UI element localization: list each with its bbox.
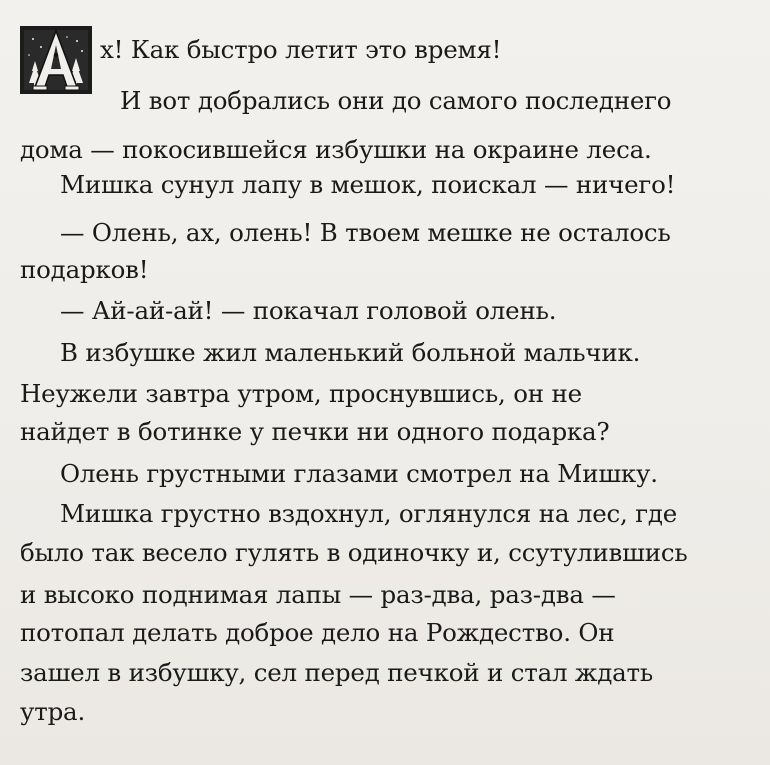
text-line: найдет в ботинке у печки ни одного подарка? [20, 417, 610, 446]
text-line: подарков! [20, 255, 149, 284]
text-line: дома — покосившейся избушки на окраине леса. [20, 135, 652, 164]
text-line: И вот добрались они до самого последнего [120, 86, 672, 115]
text-line: — Ай-ай-ай! — покачал головой олень. [60, 296, 557, 325]
text-line: было так весело гулять в одиночку и, ссутулившись [20, 538, 688, 567]
text-line: Мишка грустно вздохнул, оглянулся на лес, где [60, 499, 678, 528]
text-line: — Олень, ах, олень! В твоем мешке не осталось [60, 218, 671, 247]
text-line: и высоко поднимая лапы — раз-два, раз-два — [20, 580, 616, 609]
text-line: утра. [20, 697, 86, 726]
ornamental-drop-cap-icon [19, 25, 93, 95]
text-line: зашел в избушку, сел перед печкой и стал ждать [20, 658, 654, 687]
text-line: Неужели завтра утром, проснувшись, он не [20, 379, 582, 408]
text-line: Мишка сунул лапу в мешок, поискал — ничего! [60, 170, 676, 199]
text-line: Олень грустными глазами смотрел на Мишку. [60, 459, 658, 488]
text-line: В избушке жил маленький больной мальчик. [60, 338, 641, 367]
text-line: х! Как быстро летит это время! [100, 35, 502, 64]
text-line: потопал делать доброе дело на Рождество. Он [20, 618, 615, 647]
